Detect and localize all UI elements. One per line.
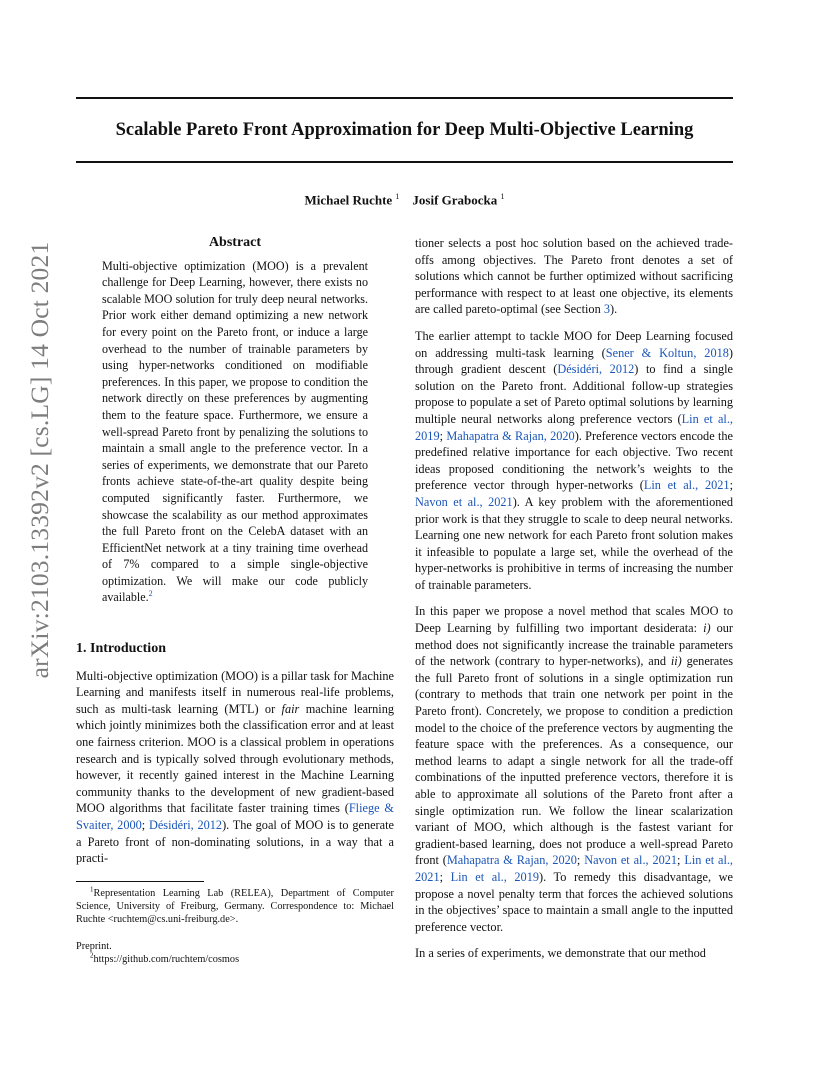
code-url-link[interactable]: https://github.com/ruchtem/cosmos xyxy=(93,954,240,965)
citation-link[interactable]: Mahapatra & Rajan, 2020 xyxy=(446,853,577,868)
body-paragraph: The earlier attempt to tackle MOO for Deep Learning focused on addressing multi-task learning (Sener & Koltun, 2018) through gradient descent (Désidéri, 2012) to find a single solution on the Pareto front. Additional follow-up strategies propose to populate a set of Pareto optimal solutions by learning multiple neural networks along preference vectors (Lin et al., 2019; Mahapatra & Rajan, 2020). Preference vectors encode the predefined relative importance for each objective. Two recent ideas proposed conditioning the network’s weights to the preference vector through hyper-networks (Lin et al., 2021; Navon et al., 2021). A key problem with the aforementioned prior work is that they struggle to scale to deep neural networks. Learning one new network for each Pareto front solution makes it infeasible to populate a large set, while the overhead of the hyper-networks is prohibitive in terms of increasing the number of trainable parameters. xyxy=(415,328,734,592)
citation-link[interactable]: Sener & Koltun, 2018 xyxy=(605,345,729,360)
footnote-code-url: $^2$https://github.com/ruchtem/cosmos xyxy=(90,951,240,965)
introduction-paragraph: Multi-objective optimization (MOO) is a pillar task for Machine Learning and manifests itself in numerous real-life problems, such as multi-task learning (MTL) or fair machine learning which jointly minimizes both the classification error and at least one fairness criterion. MOO is a classical problem in operations research and is typically solved through evolutionary methods, however, it recently gained interest in the Machine Learning community thanks to the development of new gradient-based MOO algorithms that facilitate faster training times (Fliege & Svaiter, 2000; Désidéri, 2012). The goal of MOO is to generate a Pareto front of non-dominating solutions, in a way that a practi- xyxy=(76,668,395,866)
footnotes xyxy=(76,881,394,966)
arxiv-stamp: arXiv:2103.13392v2 [cs.LG] 14 Oct 2021 xyxy=(25,241,54,679)
author-affiliation: 1 xyxy=(500,192,505,201)
introduction-heading: 1. Introduction xyxy=(76,641,166,657)
author-name: Michael Ruchte xyxy=(304,192,393,208)
abstract-heading: Abstract xyxy=(208,235,262,250)
paper-title: Scalable Pareto Front Approximation for Deep Multi-Objective Learning xyxy=(115,120,694,140)
title-rule-bottom xyxy=(76,161,733,163)
footnote-ref[interactable]: 2 xyxy=(148,589,153,599)
body-paragraph: In this paper we propose a novel method that scales MOO to Deep Learning by fulfilling two important desiderata: i) our method does not significantly increase the trainable parameters of the network (contrary to hyper-networks), and ii) generates the full Pareto front of solutions in a single optimization run (contrary to methods that train one network per point in the Pareto front). Concretely, we propose to condition a prediction model to the choice of the preference vectors by augmenting the feature space with the preferences. As a consequence, our method learns to adapt a single network for all the trade-off combinations of the inputted preference vectors, therefore it is able to approximate all solutions of the Pareto front after a single optimization run. We follow the linear scalarization variant of MOO, which although is the fastest variant for gradient-based learning, does not produce a well-spread Pareto front (Mahapatra & Rajan, 2020; Navon et al., 2021; Lin et al., 2021; Lin et al., 2019). To remedy this disadvantage, we propose a novel penalty term that forces the achieved solutions in the objectives’ space to maintain a small angle to the inputted preference vector. xyxy=(415,604,734,934)
citation-link[interactable]: Lin et al., 2021 xyxy=(415,853,734,884)
author-affiliation: 1 xyxy=(395,192,400,201)
left-column xyxy=(76,235,394,877)
body-paragraph: tioner selects a post hoc solution based on the achieved trade-offs among objectives. The Pareto front denotes a set of solutions which cannot be further optimized without sacrificing performance with respect to at least one objective, its elements are called pareto-optimal (see Section 3). xyxy=(415,236,733,317)
citation-link[interactable]: Fliege & Svaiter, 2000 xyxy=(76,801,394,832)
footnote-affiliation: $^1$Representation Learning Lab (RELEA), Department of Computer Science, University of Freiburg, Germany. Correspondence to: Michael Ruchte <ruchtem@cs.uni-freiburg.de>. xyxy=(76,885,394,925)
footnote-rule xyxy=(76,881,204,882)
citation-link[interactable]: Lin et al., 2021 xyxy=(643,478,730,493)
citation-link[interactable]: Désidéri, 2012 xyxy=(557,362,635,377)
citation-link[interactable]: Lin et al., 2019 xyxy=(415,411,733,443)
author-name: Josif Grabocka xyxy=(412,192,498,208)
author-list xyxy=(76,192,733,208)
abstract-text: Multi-objective optimization (MOO) is a prevalent challenge for Deep Learning, however, there exists no scalable MOO solution for truly deep neural networks. Prior work either demand optimizing a new network for every point on the Pareto front, or induce a large overhead to the number of trainable parameters by using hyper-networks conditioned on modifiable preferences. In this paper, we propose to condition the network directly on these preferences by augmenting them to the feature space. Furthermore, we ensure a well-spread Pareto front by penalizing the solutions to maintain a small angle to the preference vector. In a series of experiments, we demonstrate that our Pareto fronts achieve state-of-the-art quality despite being computed significantly faster. Furthermore, we showcase the scalability as our method approximates the full Pareto front on the CelebA dataset with an EfficientNet network at a tiny training time overhead of 7% compared to a simple single-objective optimization. We will make our code publicly available.$^2$ xyxy=(102,258,368,605)
preprint-note: Preprint. xyxy=(76,941,112,952)
right-column xyxy=(415,235,733,972)
citation-link[interactable]: Navon et al., 2021 xyxy=(584,853,678,868)
citation-link[interactable]: Navon et al., 2021 xyxy=(415,494,513,509)
title-rule-top xyxy=(76,97,733,99)
section-link[interactable]: 3 xyxy=(603,302,610,317)
citation-link[interactable]: Lin et al., 2019 xyxy=(450,869,539,884)
citation-link[interactable]: Mahapatra & Rajan, 2020 xyxy=(446,428,575,443)
body-paragraph: In a series of experiments, we demonstrate that our method xyxy=(415,946,706,961)
citation-link[interactable]: Désidéri, 2012 xyxy=(148,818,223,832)
